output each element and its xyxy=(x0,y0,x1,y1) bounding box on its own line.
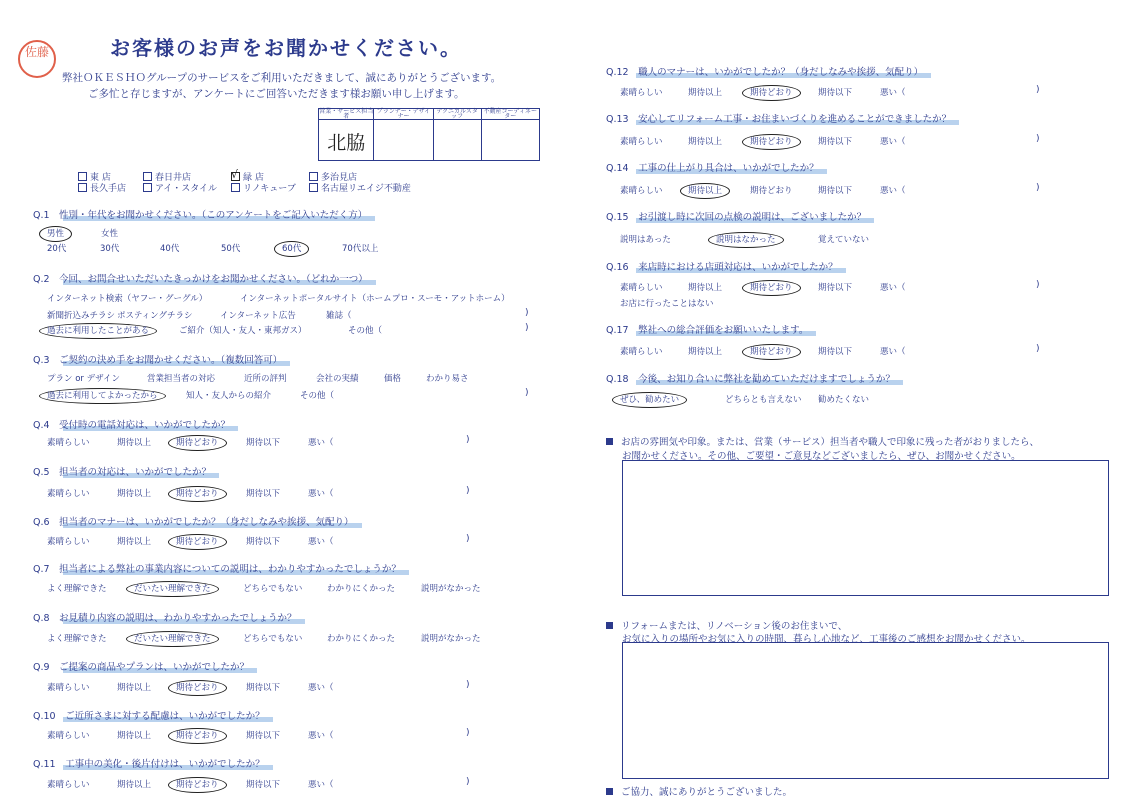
answer-label: 近所の評判 xyxy=(244,374,287,384)
answer-label: 悪い（ xyxy=(880,283,906,293)
answer-label: 雑誌（ xyxy=(326,311,352,321)
answer-label: 期待以下 xyxy=(818,347,853,357)
question-title: Q.13 安心してリフォーム工事・お住まいづくりを進めることができましたか？ xyxy=(606,111,951,125)
question-title: Q.12 職人のマナーは、いかがでしたか？（身だしなみや挨拶、気配り） xyxy=(606,64,923,78)
answer-label: 女性 xyxy=(101,229,119,239)
answer-label: 悪い（ xyxy=(308,683,334,693)
answer-option[interactable] xyxy=(818,345,852,357)
answer-label: 説明がなかった xyxy=(421,634,481,644)
answer-label: 期待以下 xyxy=(818,88,853,98)
close-paren: ) xyxy=(466,486,470,496)
answer-option[interactable] xyxy=(750,86,801,98)
circled-answer: だいたい理解できた xyxy=(126,581,219,597)
answer-option[interactable] xyxy=(620,233,671,245)
question-title: Q.16 来店時における店頭対応は、いかがでしたか？ xyxy=(606,259,838,273)
answer-option[interactable] xyxy=(176,436,227,448)
question-title: Q.6 担当者のマナーは、いかがでしたか？（身だしなみや挨拶、気配り） xyxy=(33,514,354,528)
answer-label: 素晴らしい xyxy=(47,731,90,741)
answer-option[interactable] xyxy=(308,778,334,790)
answer-option[interactable] xyxy=(101,227,118,239)
store-label: 春日井店 xyxy=(155,173,192,183)
answer-label: インターネット広告 xyxy=(220,311,296,321)
answer-option[interactable] xyxy=(134,632,219,644)
close-paren: ) xyxy=(1036,344,1040,354)
answer-label: 期待以下 xyxy=(246,537,281,547)
answer-label: わかり易さ xyxy=(426,374,469,384)
answer-label: 価格 xyxy=(384,374,402,384)
answer-option[interactable] xyxy=(316,372,359,384)
answer-option[interactable] xyxy=(880,86,906,98)
answer-option[interactable] xyxy=(47,324,157,336)
answer-label: 20代 xyxy=(47,244,67,254)
staff-header: プランナー・デザイナー xyxy=(374,109,433,120)
answer-option[interactable] xyxy=(47,389,166,401)
answer-option[interactable] xyxy=(818,233,869,245)
answer-option[interactable] xyxy=(348,324,382,336)
answer-label: 期待以上 xyxy=(688,347,723,357)
answer-label: 知人・友人からの紹介 xyxy=(186,391,272,401)
store-label: 多治見店 xyxy=(321,173,358,183)
answer-option[interactable] xyxy=(421,632,481,644)
answer-label: 素晴らしい xyxy=(47,489,90,499)
answer-label: わかりにくかった xyxy=(327,584,396,594)
comment-1-line-1: お店の雰囲気や印象。または、営業（サービス）担当者や職人で印象に残った者がおりましたら、 xyxy=(621,437,1040,448)
close-paren: ) xyxy=(466,680,470,690)
answer-option[interactable] xyxy=(117,778,151,790)
answer-label: 期待以上 xyxy=(117,537,152,547)
answer-option[interactable] xyxy=(47,778,90,790)
question-title: Q.18 今後、お知り合いに弊社を勧めていただけますでしょうか？ xyxy=(606,371,895,385)
staff-planner-cell[interactable] xyxy=(374,120,433,161)
answer-option[interactable] xyxy=(47,436,90,448)
answer-option[interactable] xyxy=(220,309,296,321)
question-title: Q.3 ご契約の決め手をお聞かせください。（複数回答可） xyxy=(33,352,282,366)
staff-sales-cell[interactable] xyxy=(319,120,374,161)
answer-option[interactable] xyxy=(47,372,120,384)
answer-option[interactable] xyxy=(716,233,784,245)
answer-option[interactable] xyxy=(100,242,119,254)
close-paren: ) xyxy=(466,777,470,787)
answer-option[interactable] xyxy=(117,535,151,547)
circled-answer: だいたい理解できた xyxy=(126,631,219,647)
answer-label: どちらとも言えない xyxy=(725,395,802,405)
circled-answer: 期待どおり xyxy=(168,435,227,451)
answer-option[interactable] xyxy=(688,345,722,357)
bullet-square-icon xyxy=(606,622,613,629)
store-label: 長久手店 xyxy=(90,184,127,194)
answer-label: 素晴らしい xyxy=(620,186,663,196)
answer-label: ご紹介（知人・友人・東邦ガス） xyxy=(179,326,307,336)
answer-label: よく理解できた xyxy=(47,634,107,644)
question-title: Q.7 担当者による弊社の事業内容についての説明は、わかりやすかったでしょうか？ xyxy=(33,561,401,575)
answer-option[interactable] xyxy=(880,135,906,147)
answer-label: 素晴らしい xyxy=(47,780,90,790)
answer-label: 期待以上 xyxy=(117,438,152,448)
thanks-text: ご協力、誠にありがとうございました。 xyxy=(621,787,793,798)
close-paren: ) xyxy=(1036,280,1040,290)
circled-answer: 期待どおり xyxy=(742,280,801,296)
close-paren: ) xyxy=(466,534,470,544)
answer-option[interactable] xyxy=(688,184,730,196)
thanks-message xyxy=(606,784,792,798)
circled-answer: 期待どおり xyxy=(742,134,801,150)
answer-option[interactable] xyxy=(243,582,302,594)
answer-option[interactable] xyxy=(160,242,179,254)
circled-answer: 説明はなかった xyxy=(708,232,784,248)
answer-option[interactable] xyxy=(326,309,352,321)
comment-section-1-title xyxy=(606,434,1039,448)
answer-option[interactable] xyxy=(308,436,334,448)
answer-option[interactable] xyxy=(327,632,395,644)
answer-option[interactable] xyxy=(47,487,90,499)
answer-option[interactable] xyxy=(880,345,906,357)
answer-label: どちらでもない xyxy=(243,634,303,644)
answer-option[interactable] xyxy=(282,242,309,254)
staff-technical-cell[interactable] xyxy=(433,120,481,161)
answer-option[interactable] xyxy=(620,345,663,357)
answer-option[interactable] xyxy=(342,242,378,254)
answer-label: 期待以上 xyxy=(117,780,152,790)
answer-option[interactable] xyxy=(750,135,801,147)
close-paren: ) xyxy=(1036,85,1040,95)
answer-option[interactable] xyxy=(880,281,906,293)
staff-header: 営業・サービス担当者 xyxy=(319,108,374,120)
answer-option[interactable] xyxy=(880,184,906,196)
answer-label: 悪い（ xyxy=(308,537,334,547)
store-label: リノキューブ xyxy=(243,184,296,194)
answer-label: 素晴らしい xyxy=(620,347,663,357)
checkbox-icon[interactable] xyxy=(309,183,318,192)
circled-answer: 期待どおり xyxy=(742,344,801,360)
answer-label: その他（ xyxy=(300,391,335,401)
answer-label: 悪い（ xyxy=(880,137,906,147)
answer-option[interactable] xyxy=(176,681,227,693)
answer-option[interactable] xyxy=(725,393,802,405)
answer-label: 素晴らしい xyxy=(620,137,663,147)
answer-label: 期待以下 xyxy=(818,137,853,147)
answer-label: 素晴らしい xyxy=(620,88,663,98)
answer-label: お店に行ったことはない xyxy=(620,299,714,309)
store-label: アイ・スタイル xyxy=(155,184,218,194)
answer-label: その他（ xyxy=(348,326,383,336)
answer-label: 期待以下 xyxy=(818,186,853,196)
answer-option[interactable] xyxy=(240,292,510,304)
question-title: Q.5 担当者の対応は、いかがでしたか？ xyxy=(33,464,211,478)
answer-label: 素晴らしい xyxy=(47,537,90,547)
answer-label: 悪い（ xyxy=(880,186,906,196)
answer-option[interactable] xyxy=(117,681,151,693)
answer-label: 期待以下 xyxy=(246,438,281,448)
answer-option[interactable] xyxy=(308,729,334,741)
answer-option[interactable] xyxy=(117,309,192,321)
answer-label: 期待以上 xyxy=(688,283,723,293)
bullet-square-icon xyxy=(606,788,613,795)
answer-option[interactable] xyxy=(750,345,801,357)
answer-label: 覚えていない xyxy=(818,235,870,245)
close-paren: ) xyxy=(525,323,529,333)
answer-option[interactable] xyxy=(117,487,151,499)
circled-answer: 60代 xyxy=(274,241,309,257)
circled-answer: 男性 xyxy=(39,226,72,242)
checkbox-icon[interactable] xyxy=(143,172,152,181)
question-title: Q.10 ご近所さまに対する配慮は、いかがでしたか？ xyxy=(33,708,265,722)
answer-label: 30代 xyxy=(100,244,120,254)
checkbox-icon[interactable] xyxy=(231,183,240,192)
answer-option[interactable] xyxy=(818,135,852,147)
close-paren: ) xyxy=(1036,183,1040,193)
answer-option[interactable] xyxy=(47,681,90,693)
answer-option[interactable] xyxy=(620,184,663,196)
answer-label: 期待以下 xyxy=(246,683,281,693)
checkbox-icon[interactable] xyxy=(78,183,87,192)
circled-answer: 期待どおり xyxy=(168,680,227,696)
answer-label: 期待以下 xyxy=(246,780,281,790)
answer-label: 期待以上 xyxy=(117,731,152,741)
store-option[interactable] xyxy=(231,181,296,194)
answer-option[interactable] xyxy=(186,389,271,401)
question-title: Q.2 今回、お問合せいただいたきっかけをお聞かせください。（どれか一つ） xyxy=(33,271,368,285)
circled-answer: 過去に利用してよかったから xyxy=(39,388,166,404)
answer-label: 悪い（ xyxy=(308,731,334,741)
answer-label: 50代 xyxy=(221,244,241,254)
answer-label: 悪い（ xyxy=(308,489,334,499)
answer-option[interactable] xyxy=(384,372,401,384)
answer-option[interactable] xyxy=(620,281,663,293)
answer-option[interactable] xyxy=(308,487,334,499)
answer-option[interactable] xyxy=(47,632,107,644)
circled-answer: 期待どおり xyxy=(742,85,801,101)
staff-header: テクニカルスタッフ xyxy=(433,109,481,120)
answer-label: どちらでもない xyxy=(243,584,303,594)
answer-option[interactable] xyxy=(47,729,90,741)
store-label: 緑 店 xyxy=(243,173,264,183)
question-title: Q.4 受付時の電話対応は、いかがでしたか？ xyxy=(33,417,230,431)
answer-option[interactable] xyxy=(47,582,107,594)
comment-1-line-2: お聞かせください。その他、ご要望・ご意見などございましたら、ぜひ、お聞かせください。 xyxy=(622,451,1021,462)
question-title: Q.9 ご提案の商品やプランは、いかがでしたか？ xyxy=(33,659,249,673)
answer-label: 期待以上 xyxy=(688,137,723,147)
answer-label: 期待以下 xyxy=(246,731,281,741)
answer-label: 悪い（ xyxy=(880,88,906,98)
answer-option[interactable] xyxy=(818,86,852,98)
question-title: Q.17 弊社への総合評価をお願いいたします。 xyxy=(606,322,808,336)
bullet-square-icon xyxy=(606,438,613,445)
checkbox-icon[interactable] xyxy=(143,183,152,192)
store-label: 名古屋リエイジ不動産 xyxy=(321,184,411,194)
answer-option[interactable] xyxy=(117,436,151,448)
answer-label: 説明がなかった xyxy=(421,584,481,594)
close-paren: ) xyxy=(525,388,529,398)
comment-box-2[interactable] xyxy=(622,642,1109,779)
answer-option[interactable] xyxy=(300,389,334,401)
close-paren: ) xyxy=(1036,134,1040,144)
close-paren: ) xyxy=(525,308,529,318)
answer-label: 悪い（ xyxy=(880,347,906,357)
answer-option[interactable] xyxy=(176,778,227,790)
answer-option[interactable] xyxy=(246,729,280,741)
answer-option[interactable] xyxy=(750,184,793,196)
answer-option[interactable] xyxy=(620,135,663,147)
answer-option[interactable] xyxy=(327,582,395,594)
answer-label: 営業担当者の対応 xyxy=(147,374,216,384)
answer-option[interactable] xyxy=(620,297,714,309)
answer-label: 期待どおり xyxy=(750,186,793,196)
comment-section-2-title xyxy=(606,618,847,632)
answer-option[interactable] xyxy=(246,778,280,790)
answer-option[interactable] xyxy=(620,393,687,405)
answer-label: インターネットポータルサイト（ホームプロ・スーモ・アットホーム） xyxy=(240,294,510,304)
answer-option[interactable] xyxy=(147,372,215,384)
answer-label: 新聞折込みチラシ xyxy=(47,311,116,321)
question-title: Q.14 工事の仕上がり具合は、いかがでしたか？ xyxy=(606,160,819,174)
answer-label: 期待以上 xyxy=(688,88,723,98)
store-label: 東 店 xyxy=(90,173,111,183)
question-title: Q.1 性別・年代をお聞かせください。（このアンケートをご記入いただく方） xyxy=(33,207,367,221)
circled-answer: 期待どおり xyxy=(168,728,227,744)
answer-label: 勧めたくない xyxy=(818,395,870,405)
answer-label: 素晴らしい xyxy=(620,283,663,293)
name-stamp: 佐藤 xyxy=(18,40,56,78)
page-title: お客様のお声をお聞かせください。 xyxy=(110,36,462,60)
answer-option[interactable] xyxy=(47,309,115,321)
intro-line-1: 弊社ＯＫＥＳＨＯグループのサービスをご利用いただきまして、誠にありがとうございます。 xyxy=(62,72,502,84)
answer-option[interactable] xyxy=(620,86,663,98)
answer-label: 期待以上 xyxy=(117,683,152,693)
answer-option[interactable] xyxy=(246,535,280,547)
answer-label: 期待以下 xyxy=(246,489,281,499)
answer-option[interactable] xyxy=(246,436,280,448)
circled-answer: 過去に利用したことがある xyxy=(39,323,157,339)
answer-label: わかりにくかった xyxy=(327,634,396,644)
answer-option[interactable] xyxy=(176,535,227,547)
answer-option[interactable] xyxy=(179,324,307,336)
answer-label: 70代以上 xyxy=(342,244,379,254)
intro-line-2: ご多忙と存じますが、アンケートにご回答いただきます様お願い申し上げます。 xyxy=(88,88,465,100)
answer-option[interactable] xyxy=(818,184,852,196)
answer-option[interactable] xyxy=(688,86,722,98)
answer-label: 悪い（ xyxy=(308,780,334,790)
comment-2-line-2: お気に入りの場所やお気に入りの時間、暮らし心地など、工事後のご感想をお聞かせください。 xyxy=(622,634,1031,645)
answer-option[interactable] xyxy=(421,582,481,594)
checkbox-icon[interactable] xyxy=(78,172,87,181)
answer-option[interactable] xyxy=(47,535,90,547)
answer-label: 40代 xyxy=(160,244,180,254)
answer-label: 悪い（ xyxy=(308,438,334,448)
answer-option[interactable] xyxy=(688,135,722,147)
answer-option[interactable] xyxy=(243,632,302,644)
question-title: Q.8 お見積り内容の説明は、わかりやすかったでしょうか？ xyxy=(33,610,297,624)
checkbox-icon[interactable] xyxy=(309,172,318,181)
answer-option[interactable] xyxy=(47,292,207,304)
answer-option[interactable] xyxy=(176,487,227,499)
answer-option[interactable] xyxy=(750,281,801,293)
question-title: Q.11 工事中の美化・後片付けは、いかがでしたか？ xyxy=(33,756,265,770)
staff-sales-signature: 北脇 xyxy=(327,132,366,154)
answer-option[interactable] xyxy=(176,729,227,741)
answer-label: プラン or デザイン xyxy=(47,374,121,384)
comment-box-1[interactable] xyxy=(622,460,1109,596)
circled-answer: 期待どおり xyxy=(168,486,227,502)
circled-answer: 期待どおり xyxy=(168,777,227,793)
answer-option[interactable] xyxy=(246,487,280,499)
answer-label: ポスティングチラシ xyxy=(117,311,193,321)
answer-label: インターネット検索（ヤフー・グーグル） xyxy=(47,294,208,304)
answer-option[interactable] xyxy=(244,372,287,384)
staff-header: 不動産コーディネーター xyxy=(481,109,539,120)
answer-label: 説明はあった xyxy=(620,235,671,245)
answer-label: 期待以下 xyxy=(818,283,853,293)
answer-label: よく理解できた xyxy=(47,584,107,594)
circled-answer: 期待どおり xyxy=(168,534,227,550)
comment-2-line-1: リフォームまたは、リノベーション後のお住まいで、 xyxy=(621,621,848,632)
answer-label: 会社の実績 xyxy=(316,374,359,384)
question-title: Q.15 お引渡し時に次回の点検の説明は、ございましたか？ xyxy=(606,209,866,223)
circled-answer: 期待以上 xyxy=(680,183,730,199)
answer-label: 期待以上 xyxy=(117,489,152,499)
answer-option[interactable] xyxy=(47,227,72,239)
staff-realestate-cell[interactable] xyxy=(481,120,539,161)
answer-option[interactable] xyxy=(308,535,334,547)
answer-option[interactable] xyxy=(688,281,722,293)
store-option[interactable] xyxy=(309,181,411,194)
store-option[interactable] xyxy=(78,181,126,194)
answer-option[interactable] xyxy=(221,242,240,254)
circled-answer: ぜひ、勧めたい xyxy=(612,392,687,408)
answer-option[interactable] xyxy=(246,681,280,693)
answer-option[interactable] xyxy=(426,372,469,384)
answer-option[interactable] xyxy=(818,393,869,405)
answer-option[interactable] xyxy=(134,582,219,594)
close-paren: ) xyxy=(466,435,470,445)
answer-label: 素晴らしい xyxy=(47,683,90,693)
close-paren: ) xyxy=(466,728,470,738)
answer-option[interactable] xyxy=(117,729,151,741)
answer-option[interactable] xyxy=(47,242,66,254)
store-option[interactable] xyxy=(143,181,217,194)
answer-label: 素晴らしい xyxy=(47,438,90,448)
checked-checkbox-icon[interactable] xyxy=(231,172,240,181)
staff-table xyxy=(318,108,540,161)
answer-option[interactable] xyxy=(818,281,852,293)
answer-option[interactable] xyxy=(308,681,334,693)
